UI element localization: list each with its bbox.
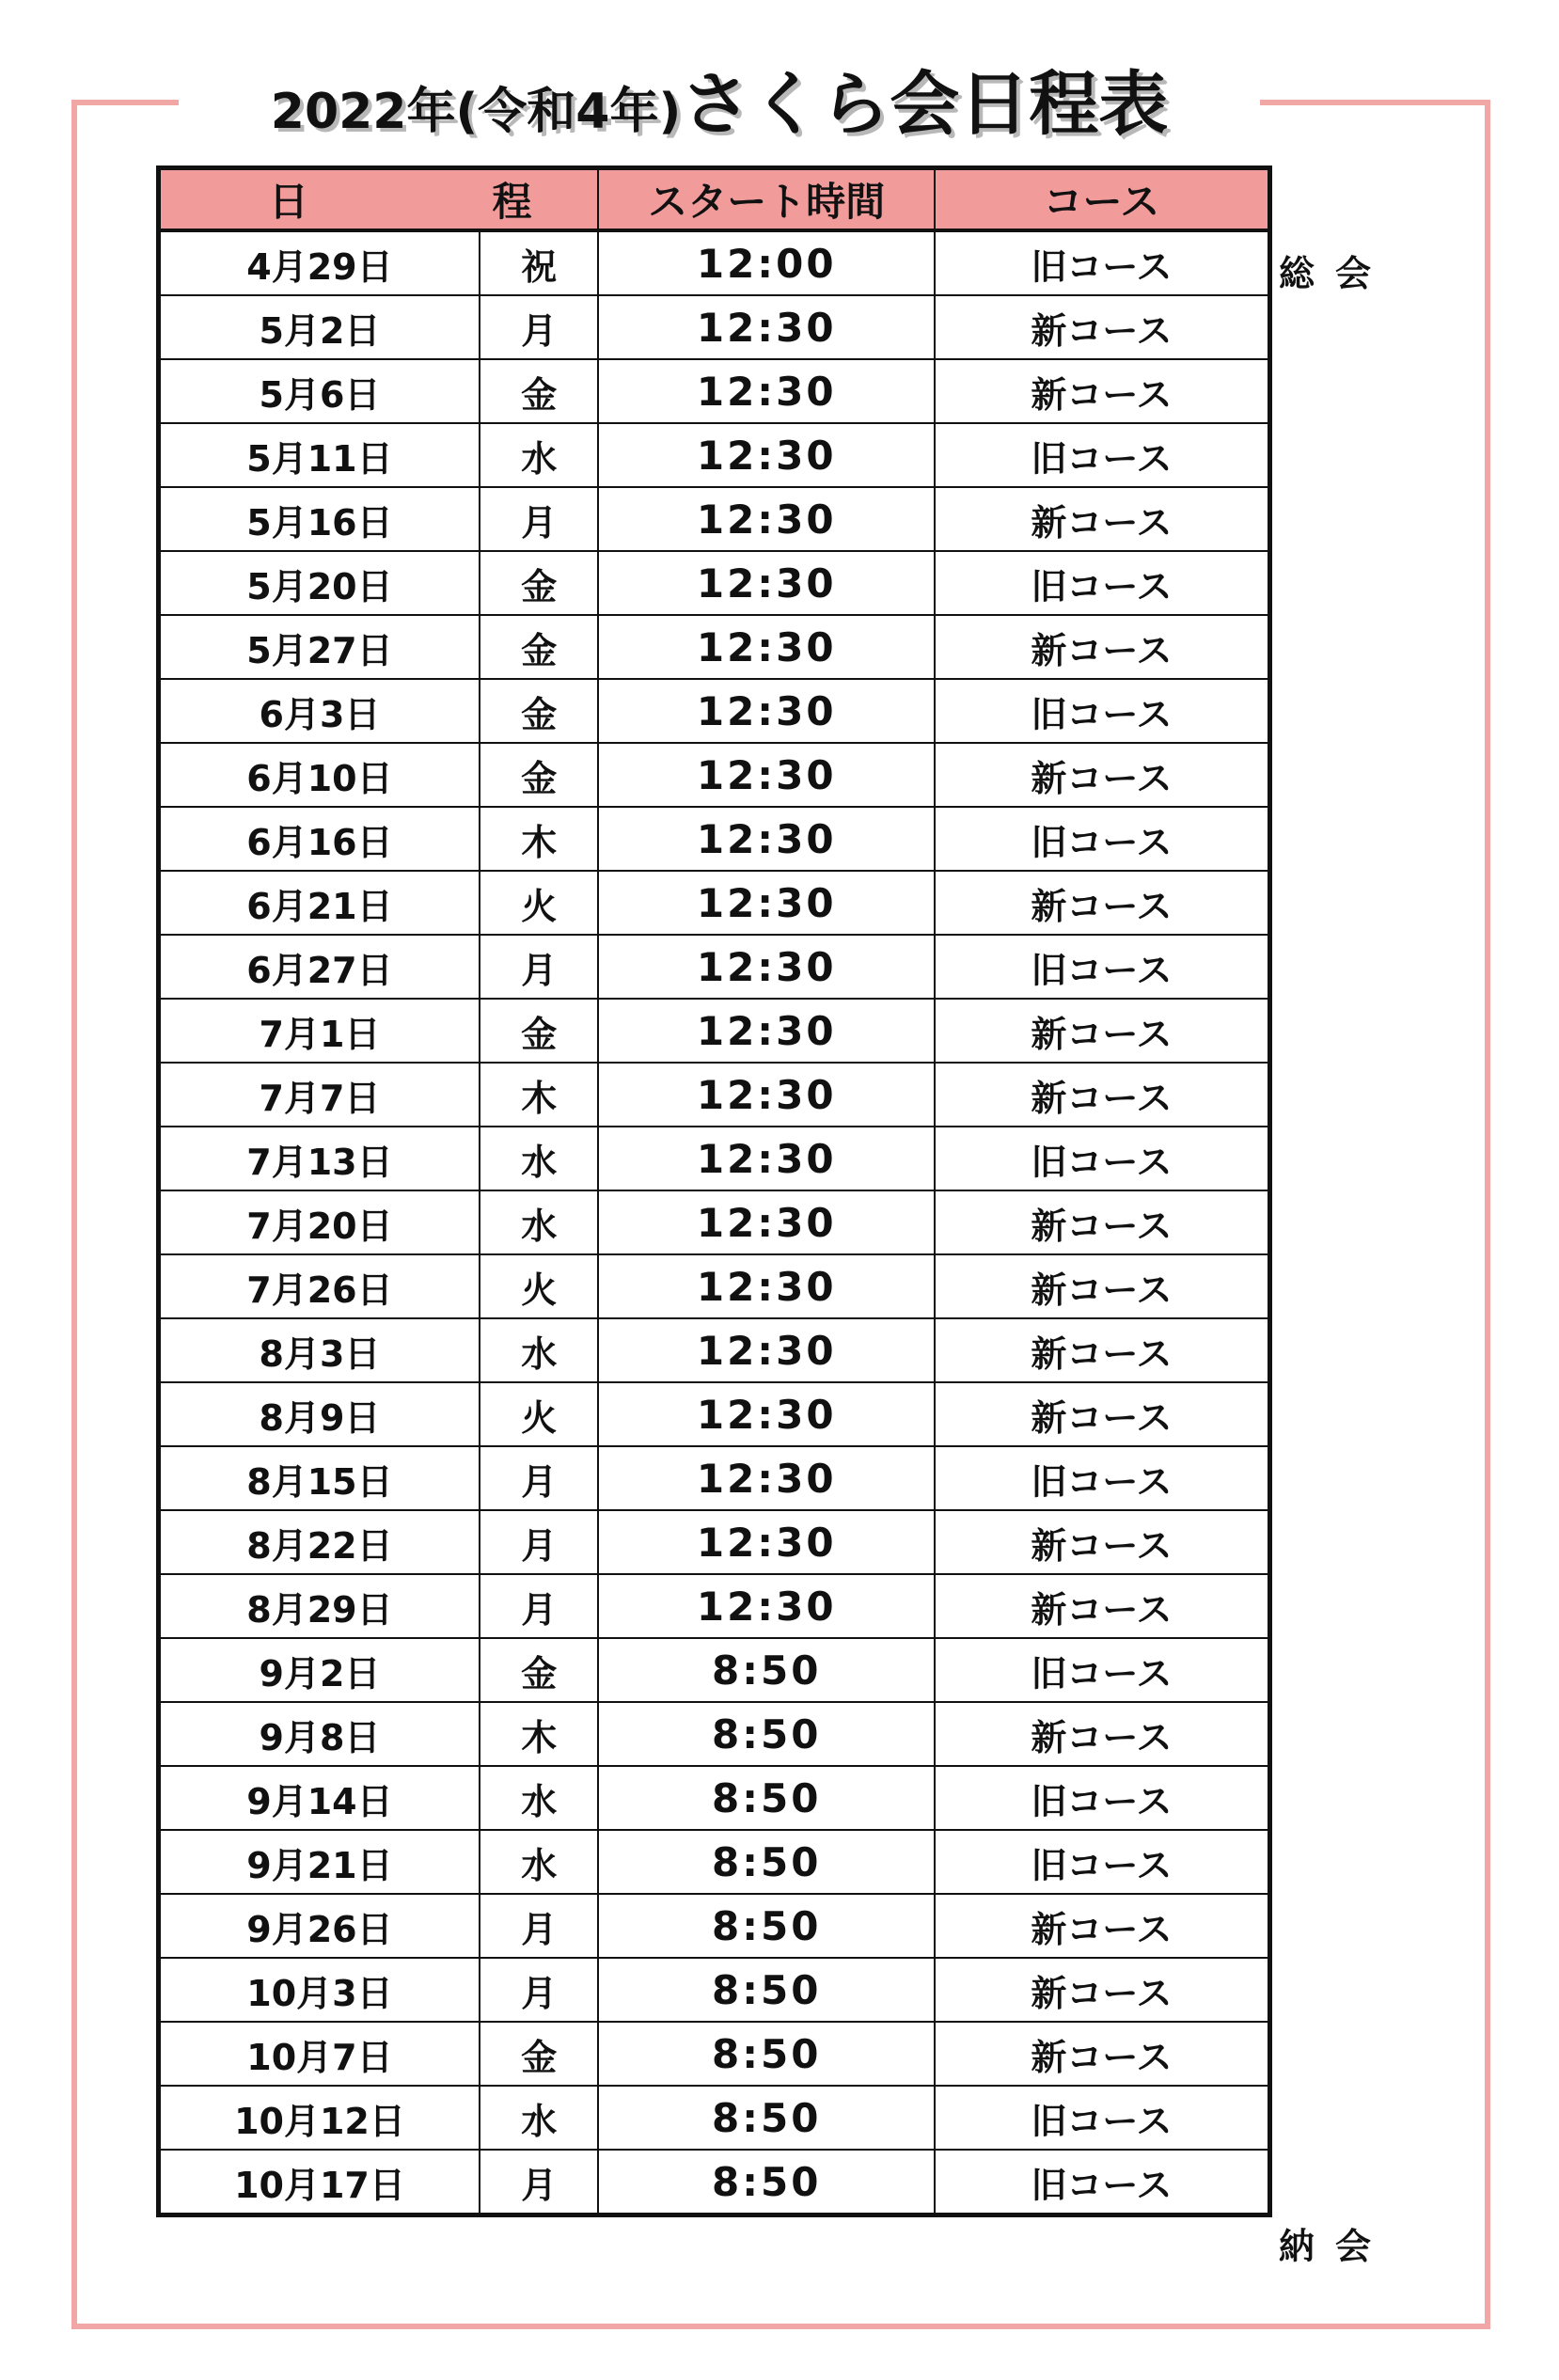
table-row bbox=[159, 2022, 1270, 2086]
cell-date: 8月3日 bbox=[159, 1318, 480, 1382]
table-row bbox=[159, 1446, 1270, 1510]
cell-date: 10月7日 bbox=[159, 2022, 480, 2086]
cell-date: 9月14日 bbox=[159, 1766, 480, 1830]
cell-course: 旧コース bbox=[935, 935, 1270, 999]
cell-day: 祝 bbox=[480, 230, 599, 295]
table-header-row bbox=[159, 168, 1270, 231]
header-date-part2: 程 bbox=[492, 179, 532, 225]
cell-day: 水 bbox=[480, 1127, 599, 1190]
cell-time: 8:50 bbox=[598, 2086, 935, 2150]
cell-course: 新コース bbox=[935, 359, 1270, 423]
cell-time: 12:30 bbox=[598, 679, 935, 743]
cell-date: 7月13日 bbox=[159, 1127, 480, 1190]
cell-time: 8:50 bbox=[598, 1958, 935, 2022]
cell-time: 12:30 bbox=[598, 1063, 935, 1127]
title-name: さくら会日程表 bbox=[681, 64, 1169, 145]
table-row bbox=[159, 423, 1270, 487]
cell-date: 10月12日 bbox=[159, 2086, 480, 2150]
cell-course: 旧コース bbox=[935, 230, 1270, 295]
cell-date: 6月10日 bbox=[159, 743, 480, 807]
title-era: (令和4年) bbox=[455, 84, 682, 140]
cell-date: 5月16日 bbox=[159, 487, 480, 551]
cell-time: 12:30 bbox=[598, 1446, 935, 1510]
cell-day: 月 bbox=[480, 1446, 599, 1510]
cell-day: 金 bbox=[480, 359, 599, 423]
cell-time: 12:30 bbox=[598, 1190, 935, 1254]
cell-course: 旧コース bbox=[935, 1830, 1270, 1894]
cell-course: 新コース bbox=[935, 871, 1270, 935]
cell-day: 木 bbox=[480, 807, 599, 871]
cell-day: 水 bbox=[480, 2086, 599, 2150]
cell-day: 水 bbox=[480, 423, 599, 487]
cell-course: 新コース bbox=[935, 615, 1270, 679]
cell-time: 8:50 bbox=[598, 1766, 935, 1830]
note-first: 総会 bbox=[1279, 253, 1393, 294]
table-row bbox=[159, 2086, 1270, 2150]
table-row bbox=[159, 1127, 1270, 1190]
cell-course: 新コース bbox=[935, 1190, 1270, 1254]
cell-day: 月 bbox=[480, 487, 599, 551]
cell-course: 新コース bbox=[935, 1958, 1270, 2022]
cell-time: 12:30 bbox=[598, 295, 935, 359]
cell-course: 新コース bbox=[935, 295, 1270, 359]
cell-course: 旧コース bbox=[935, 551, 1270, 615]
table-row bbox=[159, 1638, 1270, 1702]
cell-course: 新コース bbox=[935, 1318, 1270, 1382]
cell-date: 10月17日 bbox=[159, 2150, 480, 2215]
table-row bbox=[159, 487, 1270, 551]
cell-date: 5月11日 bbox=[159, 423, 480, 487]
cell-course: 新コース bbox=[935, 1382, 1270, 1446]
cell-course: 新コース bbox=[935, 1894, 1270, 1958]
cell-date: 5月27日 bbox=[159, 615, 480, 679]
cell-date: 6月3日 bbox=[159, 679, 480, 743]
cell-course: 旧コース bbox=[935, 1638, 1270, 1702]
cell-day: 水 bbox=[480, 1766, 599, 1830]
cell-time: 12:30 bbox=[598, 423, 935, 487]
cell-time: 12:30 bbox=[598, 1318, 935, 1382]
cell-date: 9月8日 bbox=[159, 1702, 480, 1766]
table-row bbox=[159, 1958, 1270, 2022]
cell-day: 月 bbox=[480, 295, 599, 359]
table-row bbox=[159, 359, 1270, 423]
cell-course: 新コース bbox=[935, 1574, 1270, 1638]
table-row bbox=[159, 807, 1270, 871]
title-year: 2022年 bbox=[270, 84, 456, 140]
header-date bbox=[159, 168, 599, 231]
table-row bbox=[159, 1574, 1270, 1638]
cell-day: 金 bbox=[480, 999, 599, 1063]
cell-day: 月 bbox=[480, 1510, 599, 1574]
cell-course: 旧コース bbox=[935, 1766, 1270, 1830]
cell-time: 8:50 bbox=[598, 1638, 935, 1702]
cell-day: 金 bbox=[480, 1638, 599, 1702]
cell-day: 火 bbox=[480, 1382, 599, 1446]
cell-time: 12:30 bbox=[598, 999, 935, 1063]
table-row bbox=[159, 1382, 1270, 1446]
cell-date: 5月20日 bbox=[159, 551, 480, 615]
table-row bbox=[159, 1190, 1270, 1254]
table-row bbox=[159, 1766, 1270, 1830]
cell-time: 8:50 bbox=[598, 2022, 935, 2086]
table-row bbox=[159, 1063, 1270, 1127]
cell-time: 12:30 bbox=[598, 1254, 935, 1318]
cell-course: 旧コース bbox=[935, 1127, 1270, 1190]
cell-time: 12:30 bbox=[598, 1510, 935, 1574]
cell-course: 旧コース bbox=[935, 2086, 1270, 2150]
cell-time: 12:30 bbox=[598, 935, 935, 999]
table-row bbox=[159, 615, 1270, 679]
cell-course: 新コース bbox=[935, 743, 1270, 807]
header-start-time: スタート時間 bbox=[598, 168, 935, 231]
cell-day: 火 bbox=[480, 871, 599, 935]
cell-course: 新コース bbox=[935, 487, 1270, 551]
cell-day: 水 bbox=[480, 1190, 599, 1254]
cell-day: 金 bbox=[480, 743, 599, 807]
cell-time: 12:30 bbox=[598, 615, 935, 679]
cell-course: 新コース bbox=[935, 2022, 1270, 2086]
cell-course: 旧コース bbox=[935, 807, 1270, 871]
cell-day: 月 bbox=[480, 1574, 599, 1638]
cell-day: 金 bbox=[480, 2022, 599, 2086]
table-row bbox=[159, 551, 1270, 615]
cell-day: 月 bbox=[480, 1958, 599, 2022]
cell-time: 12:30 bbox=[598, 1574, 935, 1638]
cell-time: 12:30 bbox=[598, 551, 935, 615]
cell-date: 5月6日 bbox=[159, 359, 480, 423]
cell-time: 12:30 bbox=[598, 807, 935, 871]
cell-date: 7月26日 bbox=[159, 1254, 480, 1318]
cell-day: 木 bbox=[480, 1063, 599, 1127]
cell-date: 8月29日 bbox=[159, 1574, 480, 1638]
cell-date: 9月21日 bbox=[159, 1830, 480, 1894]
cell-day: 木 bbox=[480, 1702, 599, 1766]
cell-day: 月 bbox=[480, 935, 599, 999]
table-row bbox=[159, 1254, 1270, 1318]
cell-day: 金 bbox=[480, 679, 599, 743]
note-last: 納会 bbox=[1279, 2226, 1393, 2267]
table-row bbox=[159, 1894, 1270, 1958]
table-row bbox=[159, 2150, 1270, 2215]
cell-course: 旧コース bbox=[935, 679, 1270, 743]
cell-day: 金 bbox=[480, 551, 599, 615]
cell-date: 5月2日 bbox=[159, 295, 480, 359]
cell-date: 7月1日 bbox=[159, 999, 480, 1063]
table-row bbox=[159, 999, 1270, 1063]
cell-day: 水 bbox=[480, 1318, 599, 1382]
cell-course: 旧コース bbox=[935, 2150, 1270, 2215]
table-row bbox=[159, 1702, 1270, 1766]
cell-course: 旧コース bbox=[935, 1446, 1270, 1510]
cell-date: 6月27日 bbox=[159, 935, 480, 999]
title-text bbox=[271, 49, 1168, 149]
cell-course: 新コース bbox=[935, 1254, 1270, 1318]
cell-time: 8:50 bbox=[598, 2150, 935, 2215]
cell-time: 12:30 bbox=[598, 1382, 935, 1446]
cell-date: 6月21日 bbox=[159, 871, 480, 935]
cell-date: 8月9日 bbox=[159, 1382, 480, 1446]
cell-date: 9月2日 bbox=[159, 1638, 480, 1702]
cell-time: 12:30 bbox=[598, 487, 935, 551]
cell-time: 8:50 bbox=[598, 1702, 935, 1766]
cell-date: 7月7日 bbox=[159, 1063, 480, 1127]
cell-time: 12:30 bbox=[598, 871, 935, 935]
cell-date: 9月26日 bbox=[159, 1894, 480, 1958]
cell-course: 新コース bbox=[935, 1702, 1270, 1766]
header-course: コース bbox=[935, 168, 1270, 231]
cell-course: 新コース bbox=[935, 1510, 1270, 1574]
cell-date: 6月16日 bbox=[159, 807, 480, 871]
cell-date: 10月3日 bbox=[159, 1958, 480, 2022]
table-row bbox=[159, 1830, 1270, 1894]
cell-course: 旧コース bbox=[935, 423, 1270, 487]
cell-day: 月 bbox=[480, 2150, 599, 2215]
cell-time: 8:50 bbox=[598, 1894, 935, 1958]
page-title bbox=[179, 55, 1260, 149]
table-row bbox=[159, 935, 1270, 999]
cell-date: 7月20日 bbox=[159, 1190, 480, 1254]
table-row bbox=[159, 1510, 1270, 1574]
cell-time: 8:50 bbox=[598, 1830, 935, 1894]
cell-day: 火 bbox=[480, 1254, 599, 1318]
cell-time: 12:30 bbox=[598, 1127, 935, 1190]
table-row bbox=[159, 871, 1270, 935]
table-row bbox=[159, 1318, 1270, 1382]
table-row bbox=[159, 230, 1270, 295]
cell-date: 8月15日 bbox=[159, 1446, 480, 1510]
table-row bbox=[159, 679, 1270, 743]
cell-course: 新コース bbox=[935, 1063, 1270, 1127]
cell-time: 12:30 bbox=[598, 359, 935, 423]
cell-day: 水 bbox=[480, 1830, 599, 1894]
schedule-table bbox=[156, 165, 1272, 2217]
cell-time: 12:30 bbox=[598, 743, 935, 807]
cell-time: 12:00 bbox=[598, 230, 935, 295]
cell-day: 月 bbox=[480, 1894, 599, 1958]
table-row bbox=[159, 295, 1270, 359]
cell-date: 4月29日 bbox=[159, 230, 480, 295]
cell-date: 8月22日 bbox=[159, 1510, 480, 1574]
cell-course: 新コース bbox=[935, 999, 1270, 1063]
table-row bbox=[159, 743, 1270, 807]
cell-day: 金 bbox=[480, 615, 599, 679]
header-date-part1: 日 bbox=[269, 179, 309, 225]
